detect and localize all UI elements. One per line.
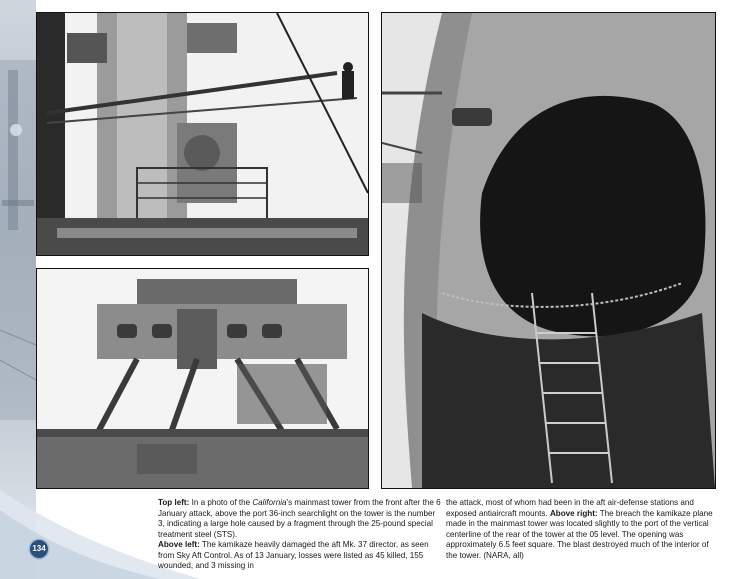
mk37-director-aft-photo <box>36 268 369 489</box>
caption-column-2 <box>446 498 716 561</box>
caption-top-left-text: 's mainmast tower from the front after the 6 January attack, above the port 36-inch searchlight on the tower is the number 3, indicating a large hole caused by a fragment through the 25-pound special treatment steel (STS). <box>158 498 441 539</box>
mainmast-tower-breach-photo <box>381 12 716 489</box>
caption-continued-text: the attack, most of whom had been in the aft air-defense stations and exposed antiaircraft mounts. <box>446 498 694 518</box>
page-number-badge: 134 <box>30 540 48 558</box>
caption-top-left-pre: In a photo of the <box>189 498 253 507</box>
mainmast-tower-front-photo <box>36 12 369 256</box>
caption-above-right-text: The breach the kamikaze plane made in the mainmast tower was located slightly to the port of the vertical centerline of the rear of the tower at the 05 level. The opening was approximately 6.5 feet square. The blast destroyed much of the interior of the tower. (NARA, all) <box>446 508 713 560</box>
caption-top-left-lead: Top left: <box>158 498 190 507</box>
caption-above-left-lead: Above left: <box>158 540 200 549</box>
caption-ship-name: California <box>252 498 287 507</box>
caption-above-right-lead: Above right: <box>549 508 598 518</box>
caption-above-left-text: The kamikaze heavily damaged the aft Mk. 37 director, as seen from Sky Aft Control. As of 13 January, losses were listed as 45 killed, 155 wounded, and 3 missing in <box>158 540 429 570</box>
caption-column-1 <box>158 498 444 572</box>
